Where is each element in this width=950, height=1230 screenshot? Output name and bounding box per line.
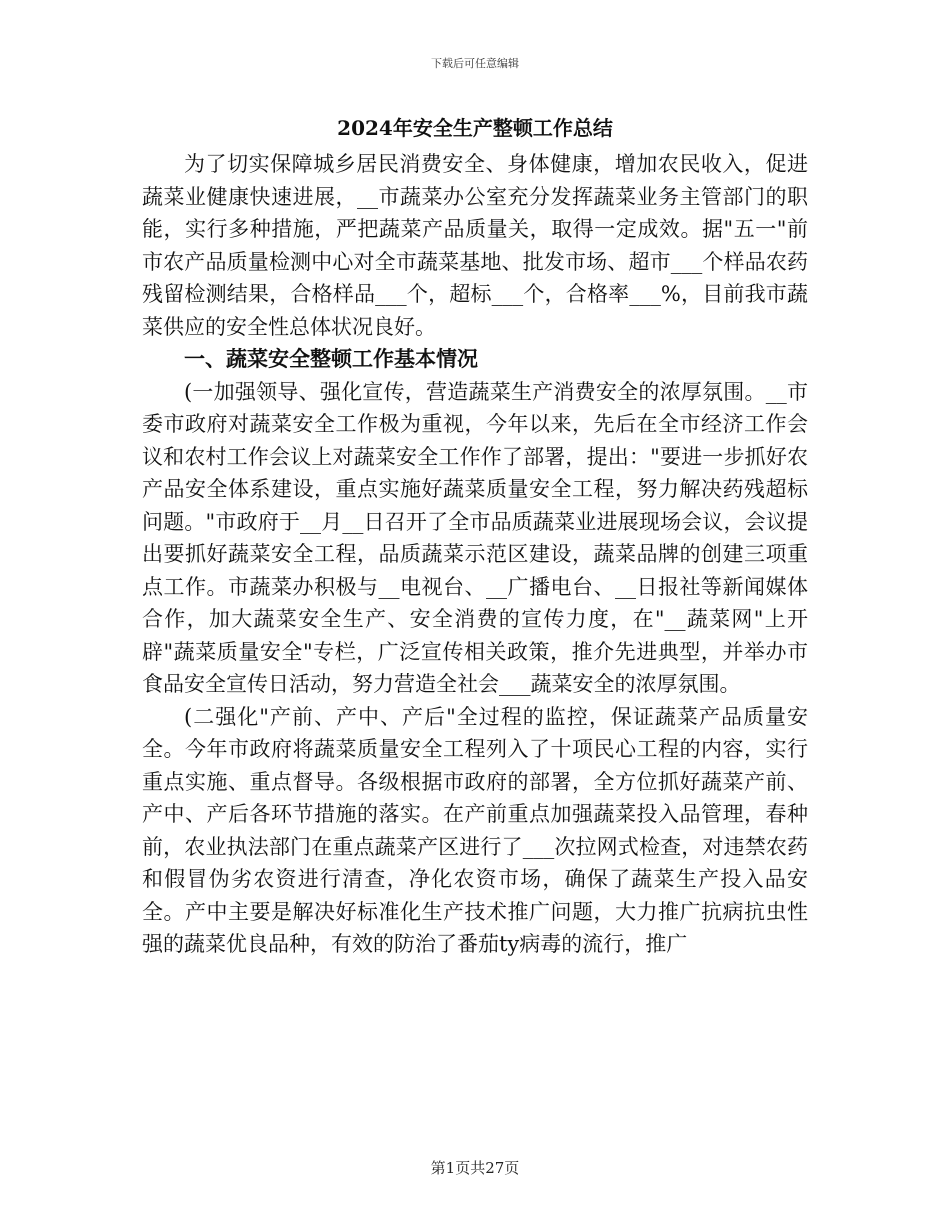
page-number: 第1页共27页 — [430, 1159, 520, 1177]
paragraph-1: (一加强领导、强化宣传，营造蔬菜生产消费安全的浓厚氛围。__市委市政府对蔬菜安全工作极为重视，今年以来，先后在全市经济工作会议和农村工作会议上对蔬菜安全工作作了部署，提出："要进一步抓好农产品安全体系建设，重点实施好蔬菜质量安全工程，努力解决药残超标问题。"市政府于__月__日召开了全市品质蔬菜业进展现场会议，会议提出要抓好蔬菜安全工程，品质蔬菜示范区建设，蔬菜品牌的创建三项重点工作。市蔬菜办积极与__电视台、__广播电台、__日报社等新闻媒体合作，加大蔬菜安全生产、安全消费的宣传力度，在"__蔬菜网"上开辟"蔬菜质量安全"专栏，广泛宣传相关政策，推介先进典型，并举办市食品安全宣传日活动，努力营造全社会___蔬菜安全的浓厚氛围。 — [142, 379, 808, 696]
intro-paragraph: 为了切实保障城乡居民消费安全、身体健康，增加农民收入，促进蔬菜业健康快速进展，__市蔬菜办公室充分发挥蔬菜业务主管部门的职能，实行多种措施，严把蔬菜产品质量关，取得一定成效。据"五一"前市农产品质量检测中心对全市蔬菜基地、批发市场、超市___个样品农药残留检测结果，合格样品___个，超标___个，合格率___%，目前我市蔬菜供应的安全性总体状况良好。 — [142, 152, 808, 339]
header-note: 下载后可任意编辑 — [431, 57, 519, 70]
document-body — [142, 148, 808, 961]
paragraph-2: (二强化"产前、产中、产后"全过程的监控，保证蔬菜产品质量安全。今年市政府将蔬菜质量安全工程列入了十项民心工程的内容，实行重点实施、重点督导。各级根据市政府的部署，全方位抓好蔬菜产前、产中、产后各环节措施的落实。在产前重点加强蔬菜投入品管理，春种前，农业执法部门在重点蔬菜产区进行了___次拉网式检查，对违禁农药和假冒伪劣农资进行清查，净化农资市场，确保了蔬菜生产投入品安全。产中主要是解决好标准化生产技术推广问题，大力推广抗病抗虫性强的蔬菜优良品种，有效的防治了番茄ty病毒的流行，推广 — [142, 704, 808, 956]
section-heading: 一、蔬菜安全整顿工作基本情况 — [184, 346, 478, 371]
document-title: 2024年安全生产整顿工作总结 — [337, 116, 613, 140]
